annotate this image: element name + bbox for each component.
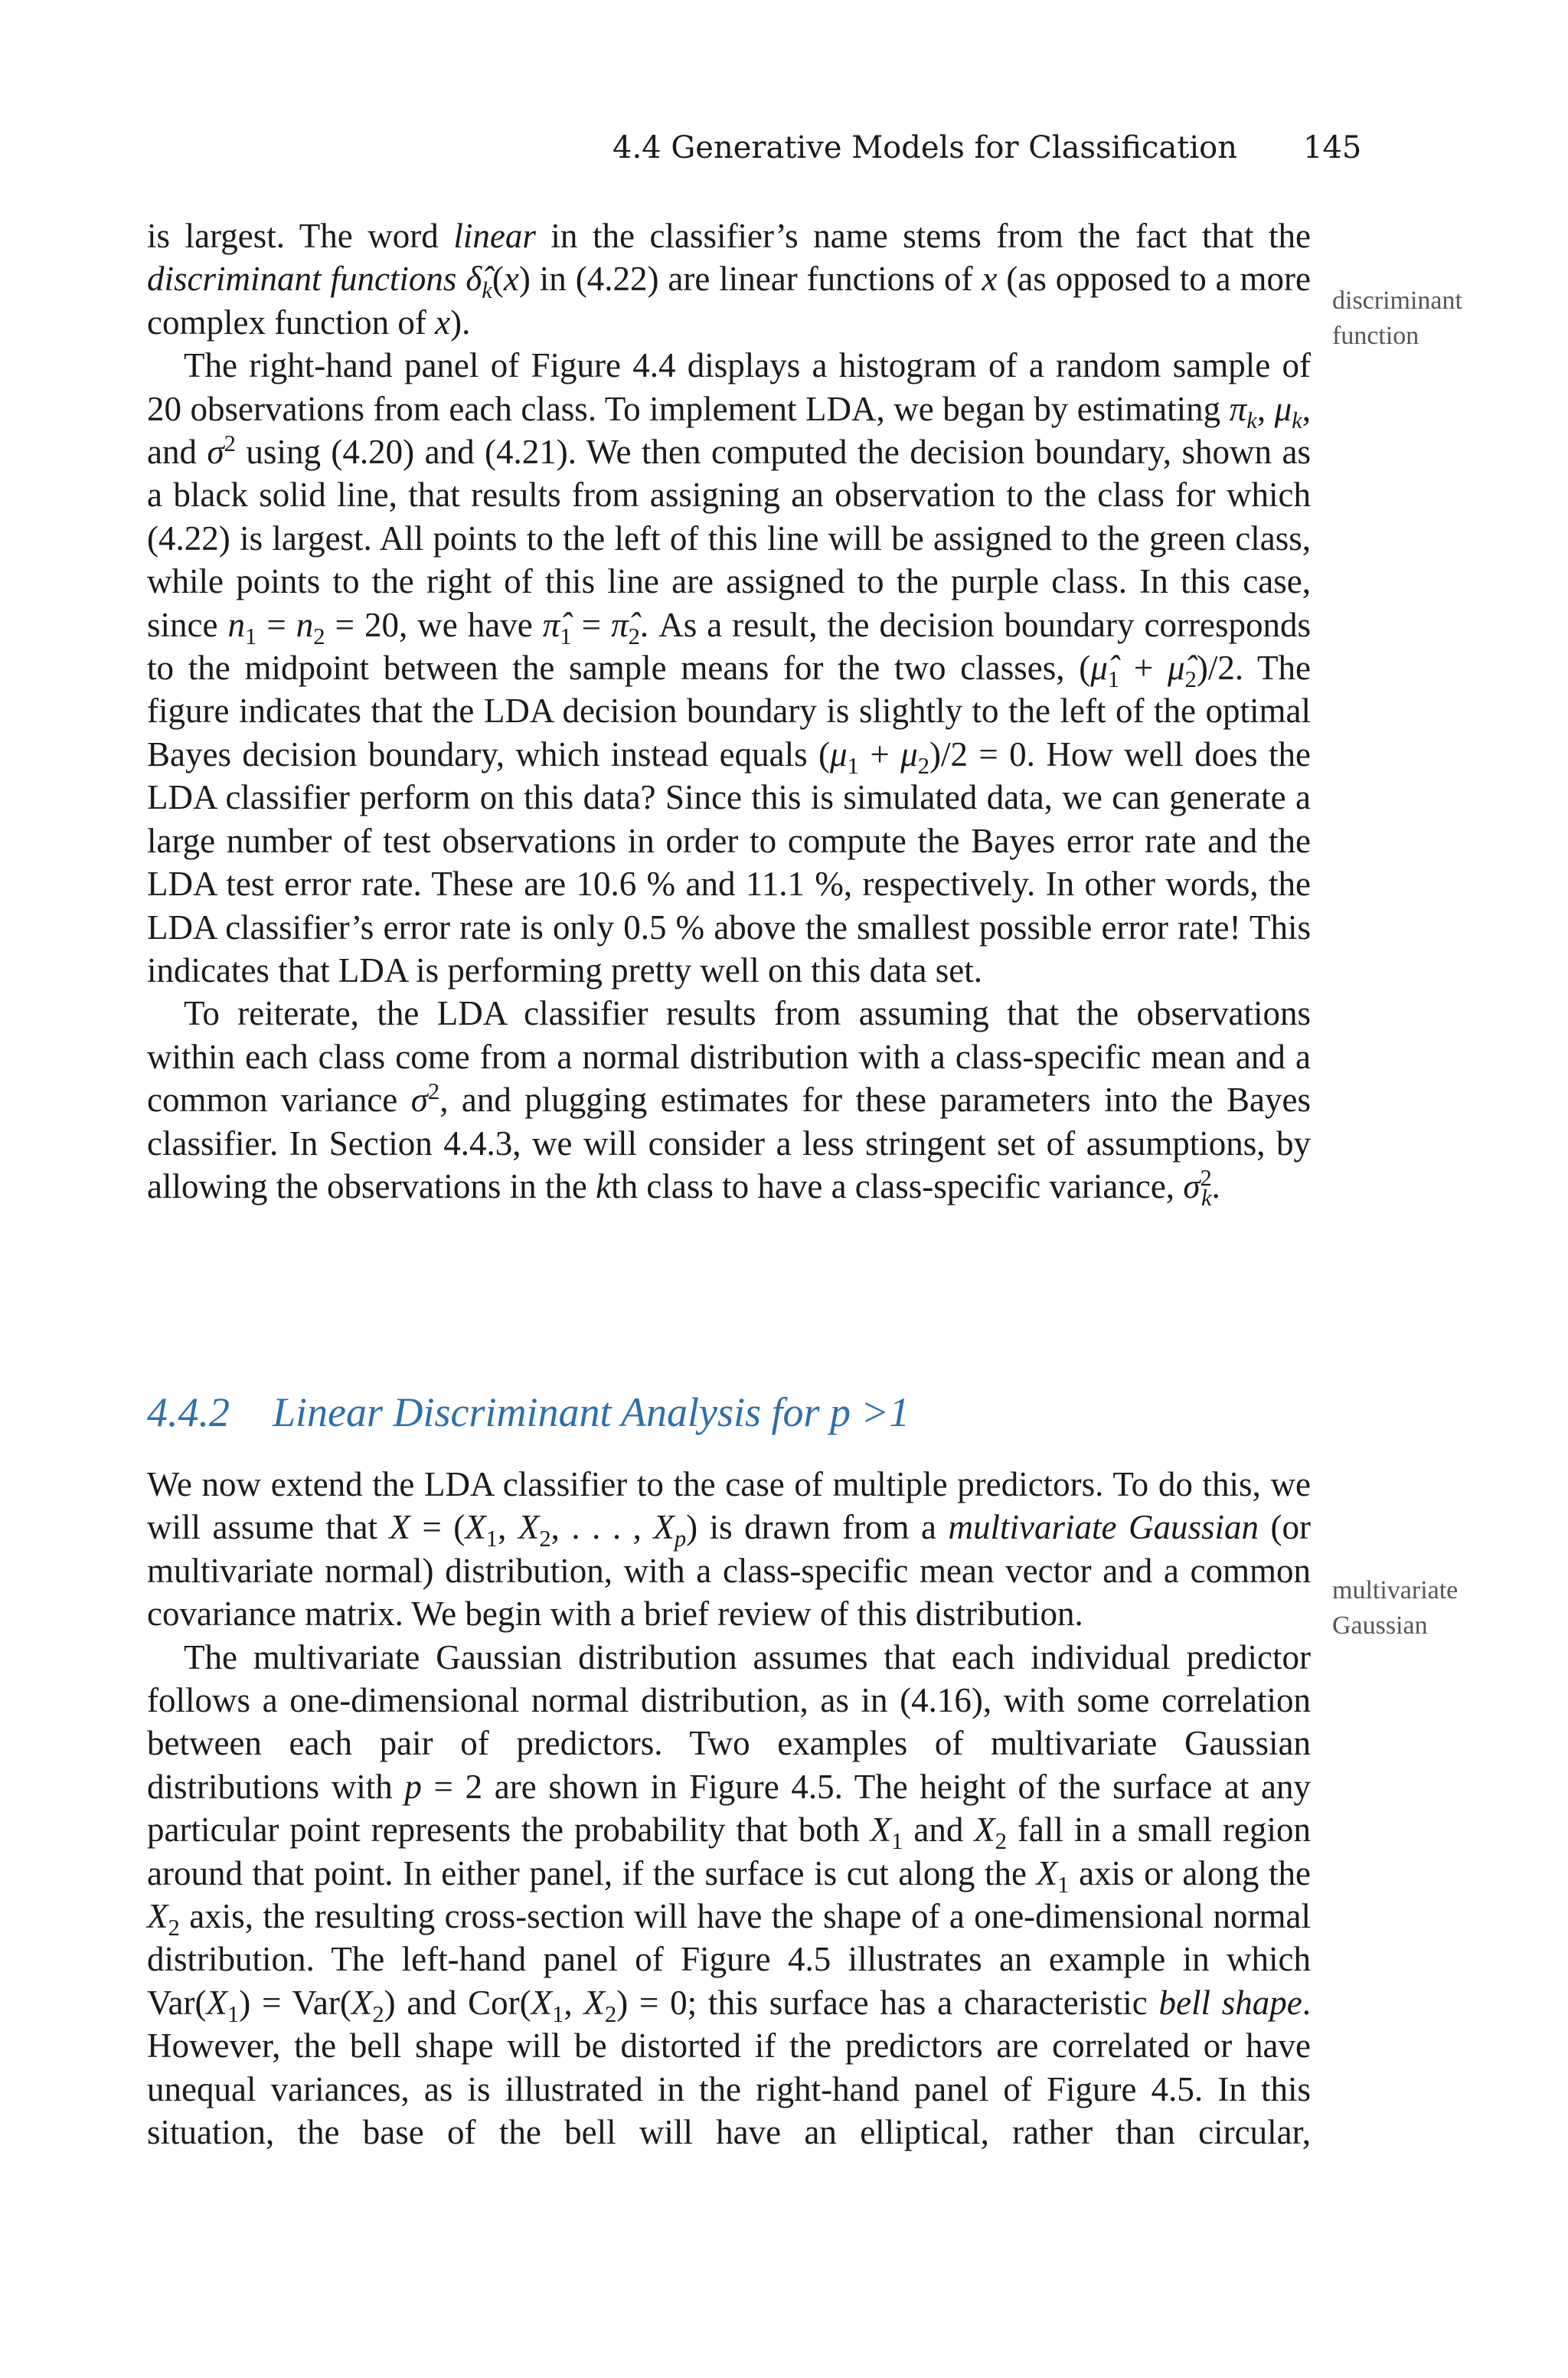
paragraph-5: The multivariate Gaussian distribution assumes that each individual predictor follows a one-dimensional normal distribution, as in (4.16), with some correlation between each pair of predictors. Two examples of multivariate Gaussian distributions with p = 2 are shown in Figure 4.5. The height of the surface at any particular point represents the probability that both $X_1$ and $X_2$ fall in a small region around that point. In either panel, if the surface is cut along the $X_1$ axis or along the $X_2$ axis, the resulting cross-section will have the shape of a one-dimensional normal distribution. The left-hand panel of Figure 4.5 illustrates an example in which $Var(X_1) = Var(X_2)$ and $Cor(X_1$, $X_2) = 0$; this surface has a characteristic bell shape. However, the bell shape will be distorted if the predictors are correlated or have unequal variances, as is illustrated in the right-hand panel of Figure 4.5. In this situation, the base of the bell will have an elliptical, rather than circular, [147, 1637, 1312, 2152]
running-head [612, 129, 1362, 167]
running-head-section-title: 4.4 Generative Models for Classification [612, 130, 1238, 165]
subsection-title: Linear Discriminant Analysis for p >1 [273, 1389, 910, 1435]
margin-note-multivariate-gaussian: multivariate Gaussian [1332, 1576, 1459, 1640]
paragraph-2: The right-hand panel of Figure 4.4 displays a histogram of a random sample of 20 observations from each class. To implement LDA, we began by estimating $\pi_k$, $\mu_k$, and $\sigma^2$ using (4.20) and (4.21). We then computed the decision boundary, shown as a black solid line, that results from assigning an observation to the class for which (4.22) is largest. All points to the left of this line will be assigned to the green class, while points to the right of this line are assigned to the purple class. In this case, since $n_1 = n_2 = 20$, we have $\pî_1$ = $\pî_2$. As a result, the decision boundary corresponds to the midpoint between the sample means for the two classes, ($\mû_1$ + $\mû_2)/2$. The figure indicates that the LDA decision boundary is slightly to the left of the optimal Bayes decision boundary, which instead equals $(\mu_1 + \mu_2)/2 = 0$. How well does the LDA classifier perform on this data? Since this is simulated data, we can generate a large number of test observations in order to compute the Bayes error rate and the LDA test error rate. These are 10.6 % and 11.1 %, respectively. In other words, the LDA classifier’s error rate is only 0.5 % above the smallest possible error rate! This indicates that LDA is performing pretty well on this data set. [147, 346, 1311, 989]
body-block-lower [147, 1463, 1311, 2154]
paragraph-1: is largest. The word linear in the classifier’s name stems from the fact that the discriminant functions $\deltâ_k(x)$ in (4.22) are linear functions of x (as opposed to a more complex function of x). [147, 217, 1311, 342]
paragraph-3: To reiterate, the LDA classifier results from assuming that the observations within each class come from a normal distribution with a class-specific mean and a common variance $\sigma^2$, and plugging estimates for these parameters into the Bayes classifier. In Section 4.4.3, we will consider a less stringent set of assumptions, by allowing the observations in the kth class to have a class-specific variance, $\sigma^2_k$. [147, 994, 1312, 1211]
margin-note-discriminant-function: discriminant function [1332, 286, 1462, 350]
subsection-number: 4.4.2 [147, 1389, 230, 1435]
subsection-heading [147, 1388, 1311, 1437]
paragraph-4: We now extend the LDA classifier to the case of multiple predictors. To do this, we will assume that $X = (X_1$, $X_2$, . . . , $X_p$) is drawn from a multivariate Gaussian (or multivariate normal) distribution, with a class-specific mean vector and a common covariance matrix. We begin with a brief review of this distribution. [147, 1465, 1311, 1634]
page-number: 145 [1303, 130, 1362, 165]
body-block-upper [147, 214, 1312, 1211]
